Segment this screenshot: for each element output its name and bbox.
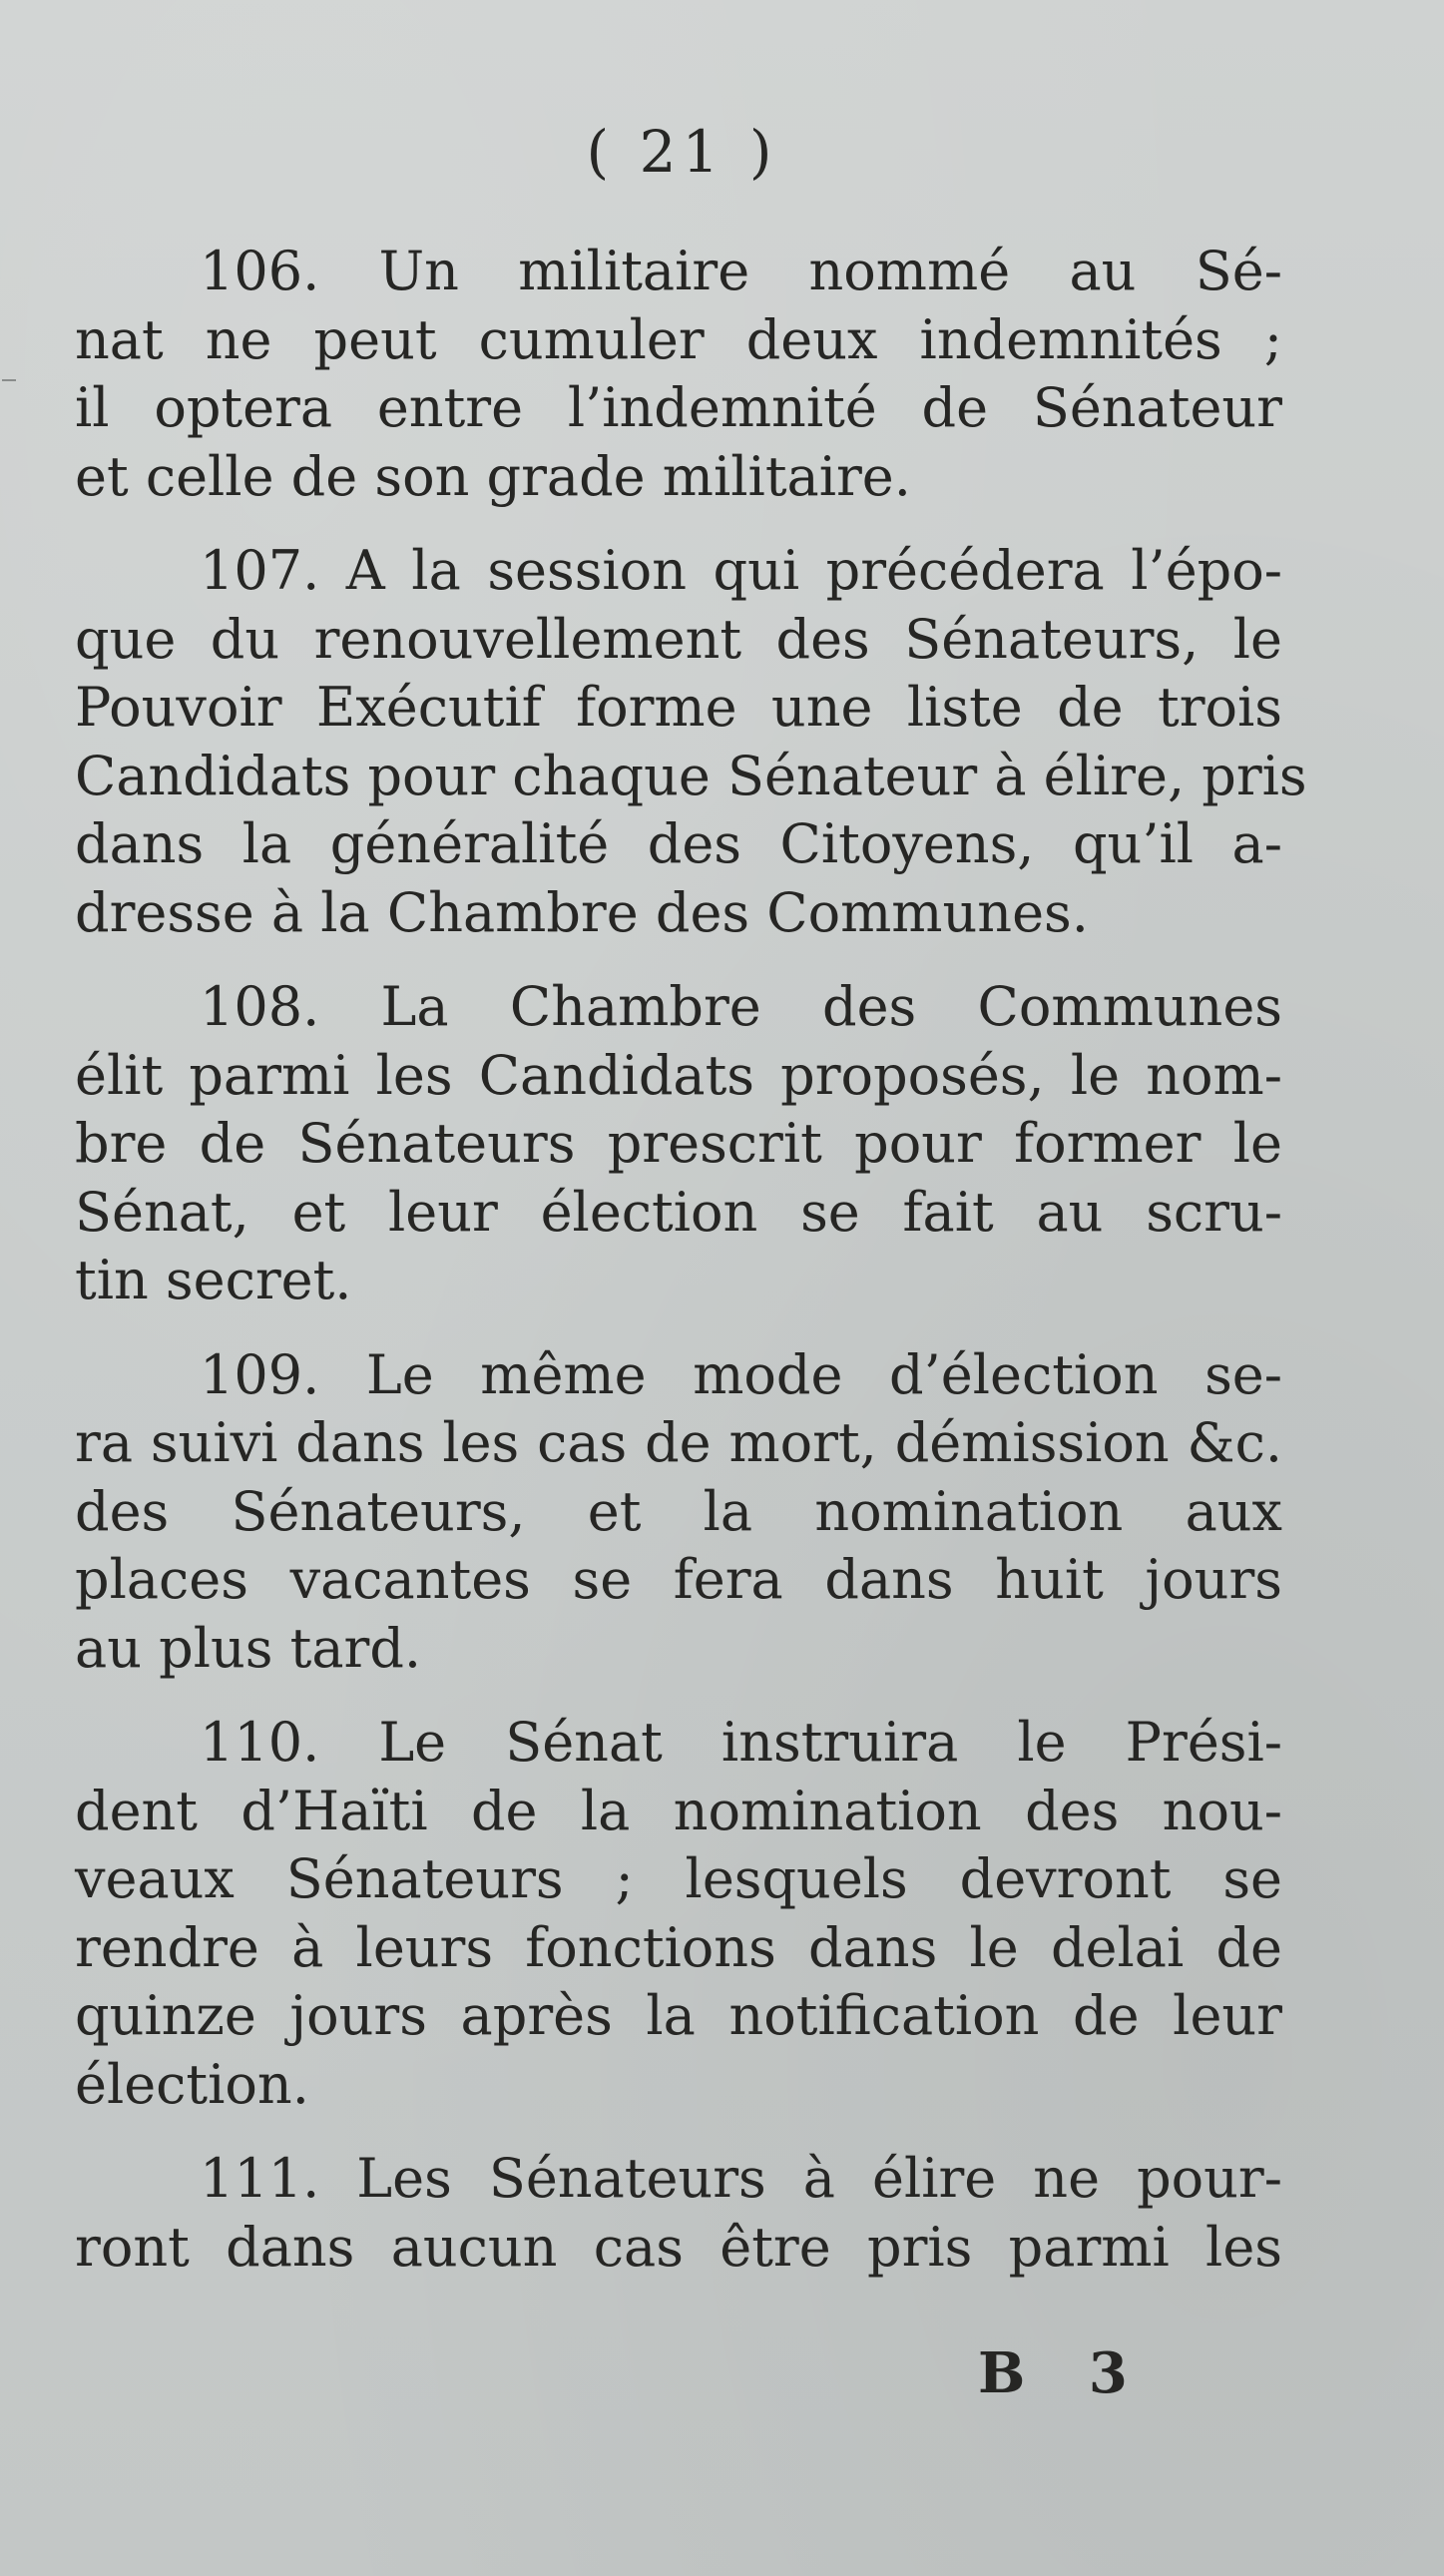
text-line: Sénat, et leur élection se fait au scru- xyxy=(75,1180,1282,1244)
article-108 xyxy=(75,973,1282,1315)
text-line: tin secret. xyxy=(75,1249,352,1311)
text-line: 110. Le Sénat instruira le Prési- xyxy=(200,1711,1282,1774)
text-line: dans la généralité des Citoyens, qu’il a- xyxy=(75,812,1282,875)
text-line: que du renouvellement des Sénateurs, le xyxy=(75,607,1282,671)
text-line: élit parmi les Candidats proposés, le nom- xyxy=(75,1043,1282,1107)
text-line: nat ne peut cumuler deux indemnités ; xyxy=(75,307,1282,371)
article-110 xyxy=(75,1709,1282,2119)
text-line: 107. A la session qui précédera l’épo- xyxy=(200,539,1282,602)
text-line: et celle de son grade militaire. xyxy=(75,444,911,508)
text-line: bre de Sénateurs prescrit pour former le xyxy=(75,1112,1282,1175)
text-line: Pouvoir Exécutif forme une liste de trois xyxy=(75,676,1282,739)
text-line: 106. Un militaire nommé au Sé- xyxy=(200,240,1282,302)
signature-mark: B 3 xyxy=(978,2340,1150,2406)
text-line: 111. Les Sénateurs à élire ne pour- xyxy=(200,2147,1282,2210)
article-106 xyxy=(75,238,1282,511)
text-line: rendre à leurs fonctions dans le delai de xyxy=(75,1915,1282,1979)
text-line: il optera entre l’indemnité de Sénateur xyxy=(75,376,1282,439)
text-line: 109. Le même mode d’élection se- xyxy=(200,1342,1282,1406)
text-line: dresse à la Chambre des Communes. xyxy=(75,880,1089,944)
text-line: des Sénateurs, et la nomination aux xyxy=(75,1479,1282,1543)
article-111 xyxy=(75,2145,1282,2282)
article-109 xyxy=(75,1341,1282,1684)
text-line: au plus tard. xyxy=(75,1616,422,1680)
text-line: quinze jours après la notification de leur xyxy=(75,1984,1282,2047)
page-number: ( 21 ) xyxy=(586,118,778,186)
text-line: Candidats pour chaque Sénateur à élire, pris xyxy=(75,744,1307,807)
text-line: places vacantes se fera dans huit jours xyxy=(75,1548,1282,1611)
margin-mark xyxy=(2,379,16,381)
text-line: ra suivi dans les cas de mort, démission &c. xyxy=(75,1411,1282,1474)
text-line: élection. xyxy=(75,2052,309,2116)
page-body xyxy=(75,238,1307,2308)
text-line: ront dans aucun cas être pris parmi les xyxy=(75,2215,1282,2279)
article-107 xyxy=(75,537,1307,947)
text-line: veaux Sénateurs ; lesquels devront se xyxy=(75,1847,1282,1910)
text-line: dent d’Haïti de la nomination des nou- xyxy=(75,1779,1282,1842)
text-line: 108. La Chambre des Communes xyxy=(200,975,1282,1038)
